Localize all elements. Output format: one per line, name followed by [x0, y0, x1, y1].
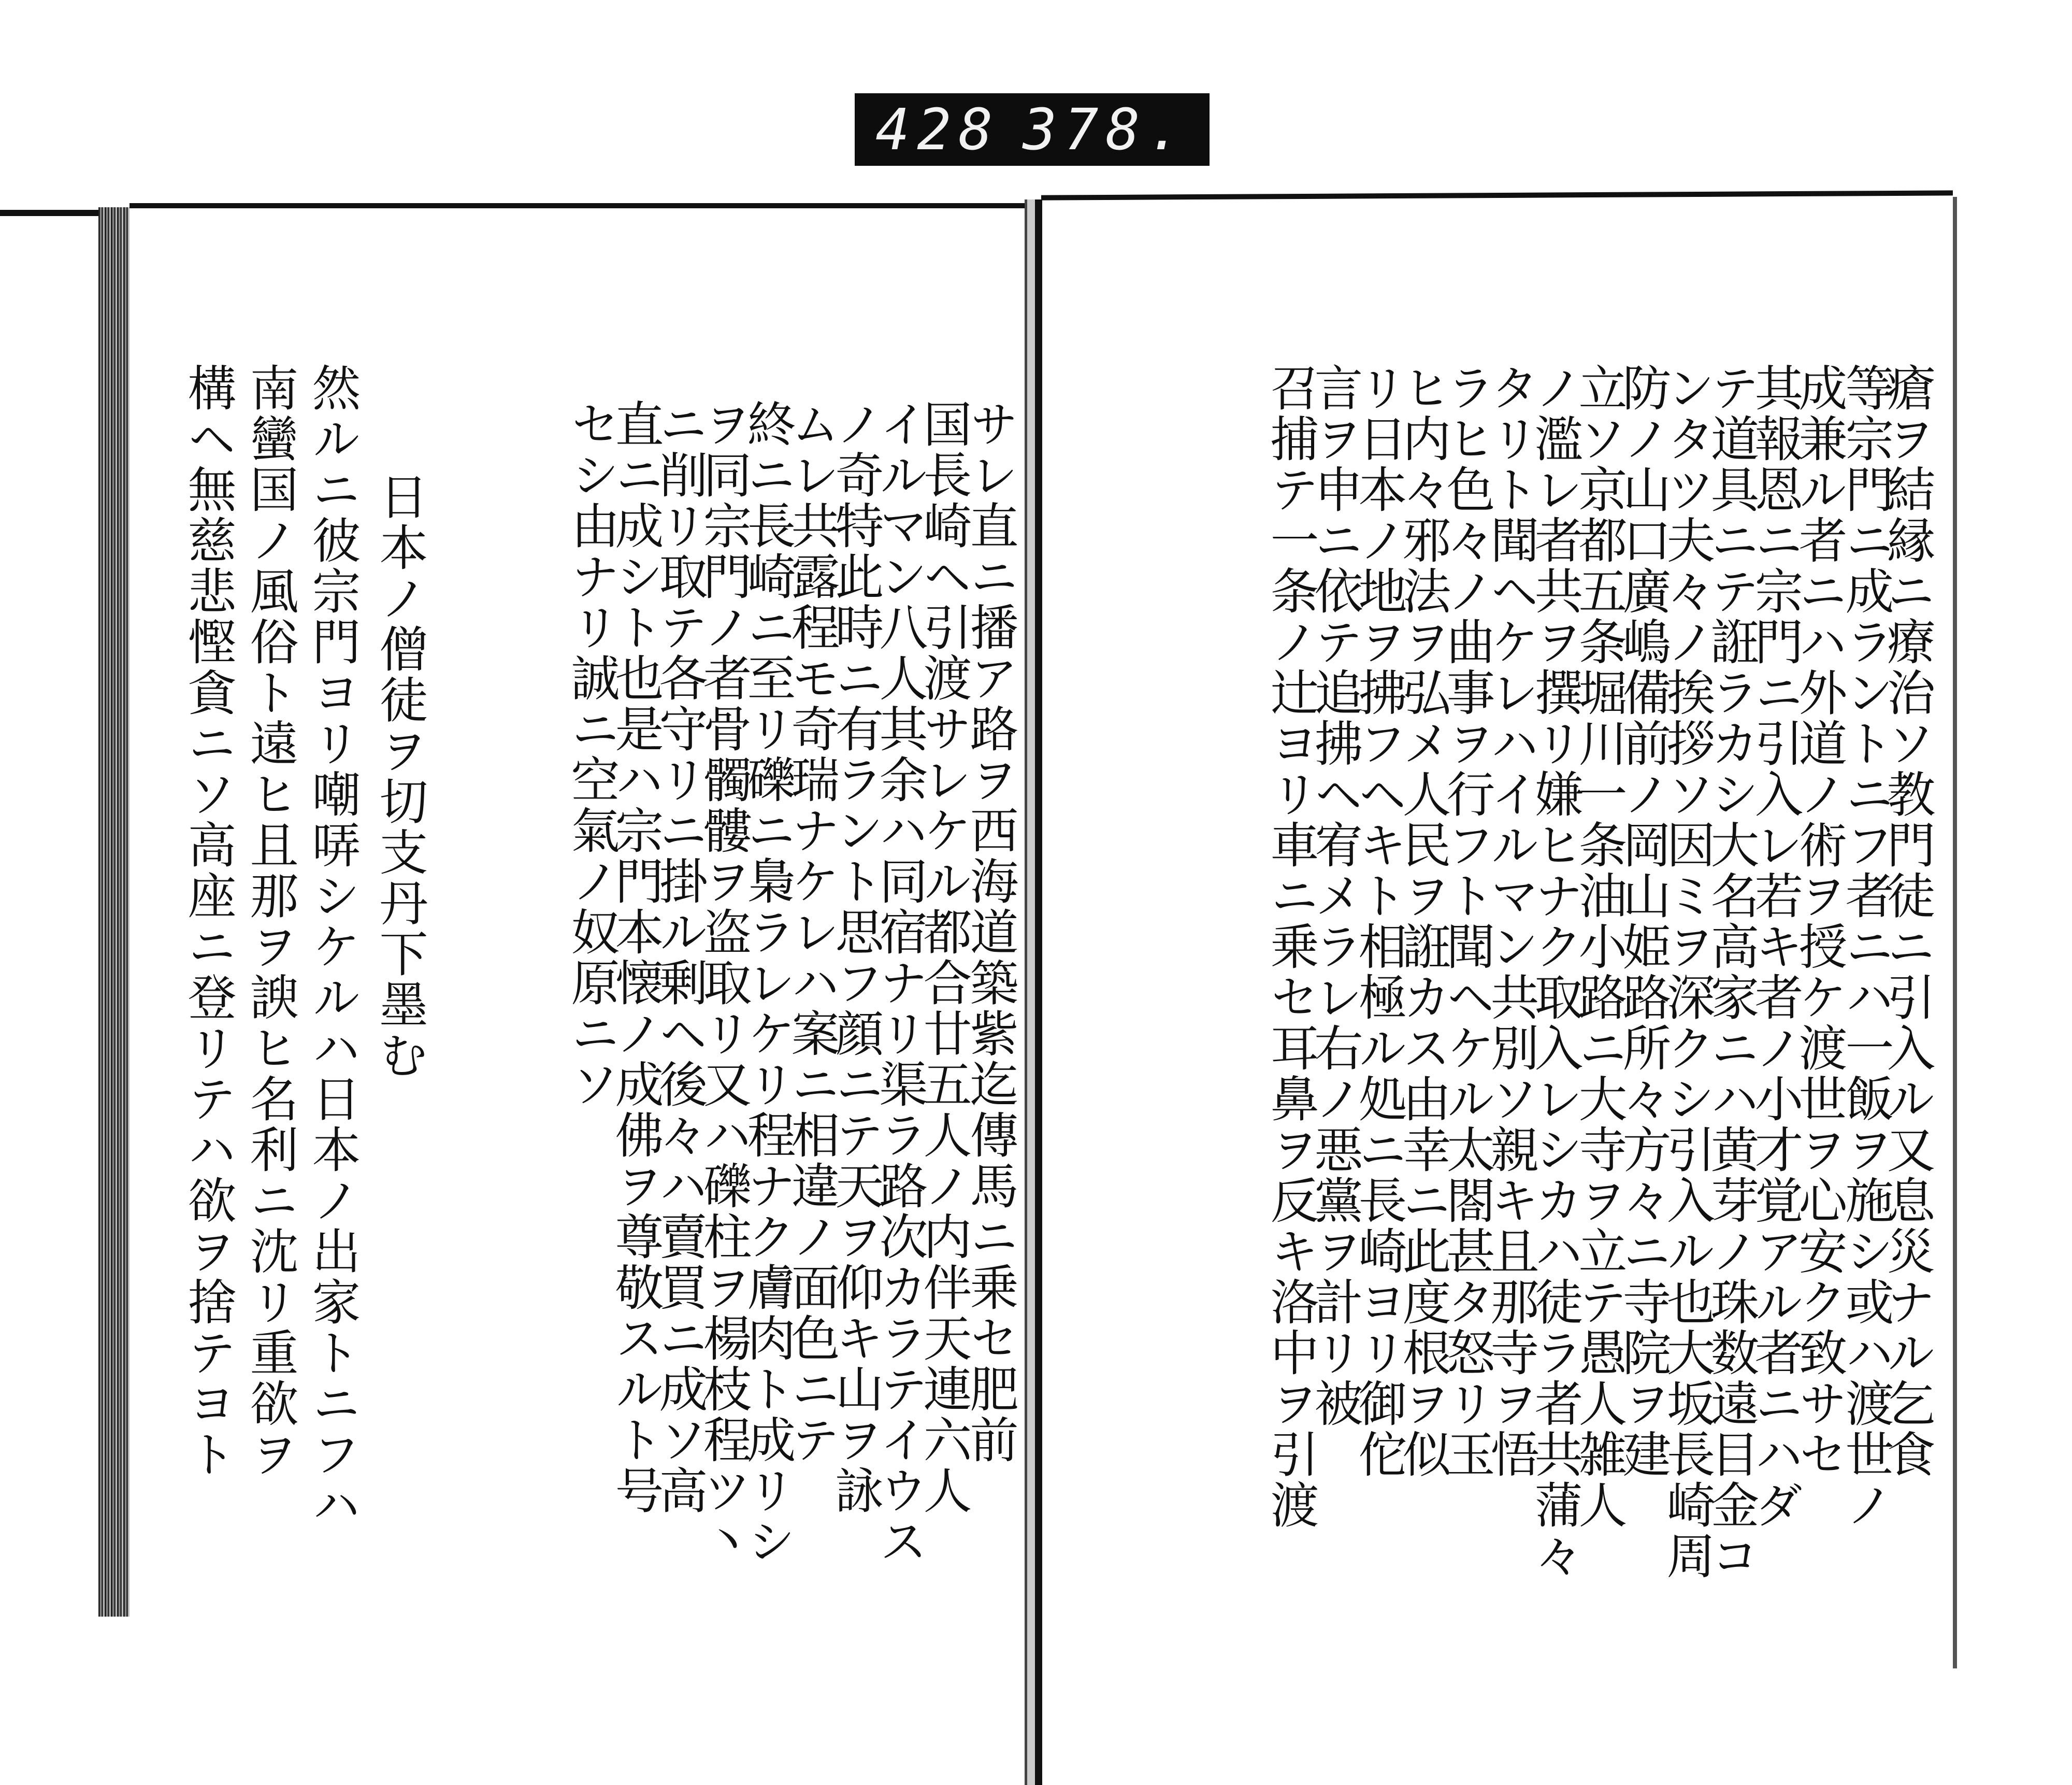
text-column: 召捕テ一条ノ辻ヨリ車ニ乗セ耳鼻ヲ反キ洛中ヲ引渡: [1262, 363, 1318, 1531]
text-column: ノ濫レ者共ヲ撰リ嫌ヒナク取入レシカハ徒ラ者共蒲々: [1526, 363, 1582, 1581]
text-column: ヲ同宗門ノ者骨髑髏ヲ盗取リ又ハ礫柱ヲ楊枝程ツ丶: [695, 399, 751, 1567]
text-column: 言ヲ申ニ依テ追拂ヘ宥メラレ右ノ悪黨ヲ計リ被: [1306, 363, 1362, 1429]
text-column: 防ノ山口廣嶋備前ノ岡山姫路所々方々ニ寺院ヲ建: [1614, 363, 1671, 1480]
text-column: テ道具ニテ誑ラカシ大名高家ニハ黄芽ノ珠数遠目金コ: [1702, 363, 1759, 1581]
text-column: タリト聞ヘケレハイルマン共別ソ親キ且那寺ヲ悟: [1482, 363, 1538, 1480]
label-right-number: 378.: [1023, 96, 1189, 163]
text-column: 国長崎ヘ引渡サレケル都合廿五人ノ内伴天連六人: [915, 399, 971, 1516]
text-column: 南蠻国ノ風俗ト遠ヒ且那ヲ諛ヒ名利ニ沈リ重欲ヲ: [241, 363, 298, 1480]
text-column: 終ニ長崎ニ至リ礫ニ梟ラレケリ程ナク膚肉ト成リシ: [739, 399, 795, 1567]
text-column: 構ヘ無慈悲慳貪ニソ高座ニ登リテハ欲ヲ捨テヨト: [179, 363, 236, 1480]
left-page-top-edge: [130, 203, 1031, 208]
text-column: 瘡ヲ結縁ニ療治ソ教門徒ニ引入ル又息災ナル乞食: [1878, 363, 1935, 1480]
label-left-number: 428: [875, 96, 1000, 163]
text-column: ムレ共露程モ奇瑞ナケレハ案ニ相違ノ面色ニテ: [783, 399, 839, 1465]
text-column: 成兼ル者ニハ外道ノ術ヲ授ケ渡世ヲ心安ク致サセ: [1790, 363, 1847, 1480]
section-heading: 日本ノ僧徒ヲ切支丹下墨む: [371, 472, 427, 1081]
archive-label: [855, 93, 1210, 166]
text-column: 其報恩ニ宗門ニ引入レ若キ者ノ小才覚アル者ニハダ: [1746, 363, 1803, 1531]
text-column: 等宗門ニ成ラントニフ者ニハ一飯ヲ施シ或ハ渡世ノ: [1837, 363, 1893, 1531]
text-column: イルマン八人其余ハ同宿ナリ渠ラ路次カラテイウス: [871, 399, 927, 1567]
page-stack-edge: [98, 207, 130, 1617]
text-column: 然ルニ彼宗門ヨリ嘲哢シケルハ日本ノ出家トニフハ: [304, 363, 360, 1531]
right-page-edge: [1953, 197, 1957, 1668]
text-column: 直ニ成シト也是ハ宗門本懐ノ成佛ヲ尊敬スルト号: [607, 399, 663, 1516]
text-column: ンタツ夫々ノ挨拶ソ因ミヲ深クシ引入ル也大坂長崎周: [1658, 363, 1715, 1581]
text-column: 立ソ京都五条堀川一条油小路ニ大寺ヲ立テ愚人雑人: [1570, 363, 1627, 1531]
book-gutter: [1025, 199, 1042, 1785]
text-column: ラヒ色々ノ曲事ヲ行フト聞ヘケル太閤甚タ怒リ玉: [1438, 363, 1494, 1480]
right-page-top-edge: [1041, 190, 1953, 200]
text-column: ニ削リ取テ各守リニ掛ル剰ヘ後々ハ賣買ニ成ソ高: [651, 399, 707, 1516]
text-column: リ日本ノ地ヲ拂フヘキト相極ル処ニ長崎ヨリ御佗: [1350, 363, 1406, 1480]
back-cover-board: [0, 210, 109, 216]
text-column: ヒ内々邪法ヲ弘メ人民ヲ誑カス由幸ニ此度根ヲ似: [1394, 363, 1450, 1480]
text-column: セシ由ナリ誠ニ空氣ノ奴原ニソ: [563, 399, 619, 1110]
text-column: サレ直ニ播ア路ヲ西海道築紫迄傳馬ニ乗セ肥前: [961, 399, 1018, 1465]
text-column: ノ奇特此時ニ有ラント思フ顔ニテ天ヲ仰キ山ヲ詠: [827, 399, 883, 1516]
